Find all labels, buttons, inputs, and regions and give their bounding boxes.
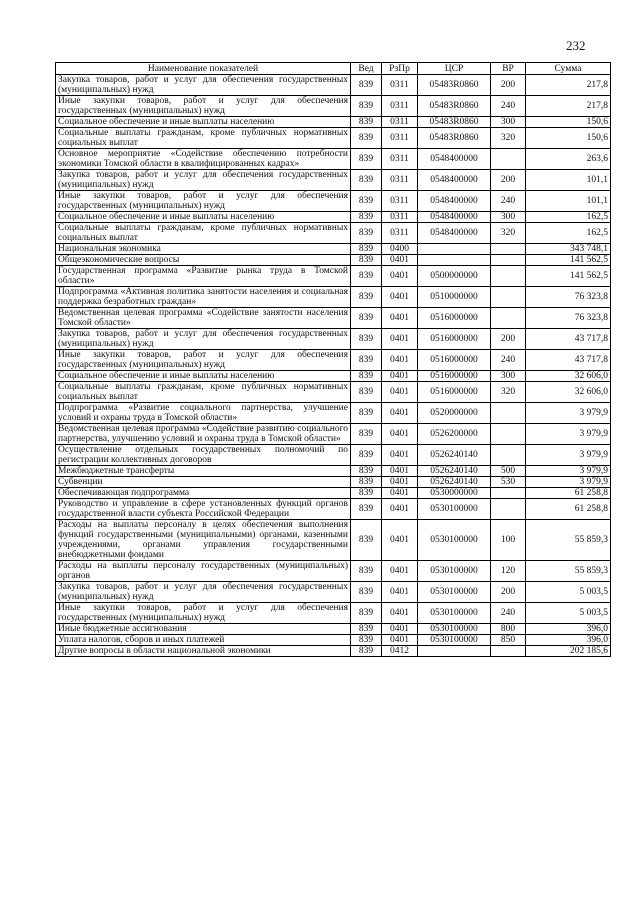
vr-code: 800: [491, 624, 526, 635]
csr-code: 05483R0860: [418, 75, 491, 96]
amount: 343 748,1: [526, 244, 611, 255]
table-row: [56, 117, 611, 128]
csr-code: 0526240140: [418, 466, 491, 477]
vr-code: [491, 445, 526, 466]
csr-code: 0548400000: [418, 170, 491, 191]
rzpr-code: 0401: [382, 499, 418, 520]
csr-code: 0500000000: [418, 266, 491, 287]
table-row: [56, 223, 611, 244]
indicator-name: Закупка товаров, работ и услуг для обеспечения государственных (муниципальных) нужд: [56, 329, 351, 350]
table-row: [56, 308, 611, 329]
vr-code: [491, 244, 526, 255]
rzpr-code: 0401: [382, 624, 418, 635]
ved-code: 839: [351, 466, 382, 477]
rzpr-code: 0401: [382, 424, 418, 445]
csr-code: 0526240140: [418, 445, 491, 466]
vr-code: 240: [491, 191, 526, 212]
ved-code: 839: [351, 117, 382, 128]
amount: 162,5: [526, 223, 611, 244]
ved-code: 839: [351, 445, 382, 466]
vr-code: [491, 149, 526, 170]
ved-code: 839: [351, 287, 382, 308]
amount: 3 979,9: [526, 466, 611, 477]
amount: 202 185,6: [526, 646, 611, 657]
indicator-name: Закупка товаров, работ и услуг для обеспечения государственных (муниципальных) нужд: [56, 582, 351, 603]
amount: 101,1: [526, 170, 611, 191]
indicator-name: Национальная экономика: [56, 244, 351, 255]
indicator-name: Межбюджетные трансферты: [56, 466, 351, 477]
amount: 76 323,8: [526, 287, 611, 308]
indicator-name: Подпрограмма «Активная политика занятости населения и социальная поддержка безработных граждан»: [56, 287, 351, 308]
indicator-name: Социальное обеспечение и иные выплаты населению: [56, 212, 351, 223]
column-header-csr: ЦСР: [418, 63, 491, 75]
rzpr-code: 0311: [382, 212, 418, 223]
vr-code: [491, 308, 526, 329]
indicator-name: Субвенции: [56, 477, 351, 488]
table-row: [56, 488, 611, 499]
table-header-row: [56, 63, 611, 75]
vr-code: 240: [491, 603, 526, 624]
csr-code: 05483R0860: [418, 117, 491, 128]
ved-code: 839: [351, 371, 382, 382]
column-header-ved: Вед: [351, 63, 382, 75]
indicator-name: Иные закупки товаров, работ и услуг для обеспечения государственных (муниципальных) нужд: [56, 350, 351, 371]
vr-code: 300: [491, 212, 526, 223]
rzpr-code: 0401: [382, 350, 418, 371]
rzpr-code: 0311: [382, 149, 418, 170]
ved-code: 839: [351, 75, 382, 96]
rzpr-code: 0400: [382, 244, 418, 255]
table-row: [56, 466, 611, 477]
ved-code: 839: [351, 477, 382, 488]
csr-code: 0516000000: [418, 329, 491, 350]
rzpr-code: 0311: [382, 75, 418, 96]
vr-code: [491, 287, 526, 308]
amount: 3 979,9: [526, 403, 611, 424]
ved-code: 839: [351, 382, 382, 403]
csr-code: [418, 244, 491, 255]
rzpr-code: 0311: [382, 170, 418, 191]
table-row: [56, 635, 611, 646]
vr-code: 300: [491, 371, 526, 382]
amount: 217,8: [526, 75, 611, 96]
csr-code: 0530100000: [418, 499, 491, 520]
vr-code: 200: [491, 329, 526, 350]
rzpr-code: 0401: [382, 477, 418, 488]
amount: 141 562,5: [526, 255, 611, 266]
csr-code: 0548400000: [418, 191, 491, 212]
table-row: [56, 624, 611, 635]
rzpr-code: 0401: [382, 582, 418, 603]
ved-code: 839: [351, 635, 382, 646]
table-row: [56, 212, 611, 223]
table-row: [56, 96, 611, 117]
table-row: [56, 382, 611, 403]
rzpr-code: 0401: [382, 466, 418, 477]
indicator-name: Осуществление отдельных государственных полномочий по регистрации коллективных договоров: [56, 445, 351, 466]
table-row: [56, 255, 611, 266]
table-row: [56, 75, 611, 96]
indicator-name: Подпрограмма «Развитие социального партнерства, улучшение условий и охраны труда в Томской области»: [56, 403, 351, 424]
column-header-rzpr: РзПр: [382, 63, 418, 75]
ved-code: 839: [351, 424, 382, 445]
column-header-name: Наименование показателей: [56, 63, 351, 75]
rzpr-code: 0401: [382, 520, 418, 561]
csr-code: 0548400000: [418, 212, 491, 223]
table-row: [56, 477, 611, 488]
indicator-name: Социальные выплаты гражданам, кроме публичных нормативных социальных выплат: [56, 128, 351, 149]
amount: 150,6: [526, 128, 611, 149]
amount: 55 859,3: [526, 561, 611, 582]
column-header-sum: Сумма: [526, 63, 611, 75]
ved-code: 839: [351, 488, 382, 499]
indicator-name: Социальное обеспечение и иные выплаты населению: [56, 371, 351, 382]
rzpr-code: 0401: [382, 488, 418, 499]
indicator-name: Расходы на выплаты персоналу государственных (муниципальных) органов: [56, 561, 351, 582]
amount: 396,0: [526, 635, 611, 646]
vr-code: 320: [491, 382, 526, 403]
table-row: [56, 424, 611, 445]
indicator-name: Социальные выплаты гражданам, кроме публичных нормативных социальных выплат: [56, 223, 351, 244]
table-row: [56, 646, 611, 657]
amount: 5 003,5: [526, 603, 611, 624]
budget-table: [55, 62, 611, 657]
vr-code: 240: [491, 350, 526, 371]
ved-code: 839: [351, 646, 382, 657]
table-row: [56, 499, 611, 520]
table-row: [56, 561, 611, 582]
amount: 76 323,8: [526, 308, 611, 329]
indicator-name: Основное мероприятие «Содействие обеспечению потребности экономики Томской области в квалифицированных кадрах»: [56, 149, 351, 170]
ved-code: 839: [351, 350, 382, 371]
csr-code: [418, 255, 491, 266]
table-row: [56, 149, 611, 170]
vr-code: [491, 488, 526, 499]
csr-code: 0530100000: [418, 520, 491, 561]
ved-code: 839: [351, 603, 382, 624]
amount: 162,5: [526, 212, 611, 223]
table-row: [56, 520, 611, 561]
ved-code: 839: [351, 128, 382, 149]
csr-code: 05483R0860: [418, 96, 491, 117]
ved-code: 839: [351, 191, 382, 212]
vr-code: 200: [491, 582, 526, 603]
table-row: [56, 350, 611, 371]
vr-code: [491, 266, 526, 287]
rzpr-code: 0401: [382, 403, 418, 424]
indicator-name: Иные закупки товаров, работ и услуг для обеспечения государственных (муниципальных) нужд: [56, 96, 351, 117]
table-row: [56, 128, 611, 149]
vr-code: 300: [491, 117, 526, 128]
amount: 43 717,8: [526, 350, 611, 371]
amount: 217,8: [526, 96, 611, 117]
table-row: [56, 287, 611, 308]
rzpr-code: 0401: [382, 445, 418, 466]
table-row: [56, 371, 611, 382]
rzpr-code: 0401: [382, 382, 418, 403]
vr-code: 200: [491, 170, 526, 191]
csr-code: 0548400000: [418, 149, 491, 170]
indicator-name: Иные закупки товаров, работ и услуг для обеспечения государственных (муниципальных) нужд: [56, 191, 351, 212]
rzpr-code: 0311: [382, 117, 418, 128]
vr-code: 120: [491, 561, 526, 582]
table-row: [56, 445, 611, 466]
vr-code: [491, 403, 526, 424]
ved-code: 839: [351, 223, 382, 244]
csr-code: 0530100000: [418, 603, 491, 624]
vr-code: 500: [491, 466, 526, 477]
vr-code: 320: [491, 223, 526, 244]
vr-code: 240: [491, 96, 526, 117]
indicator-name: Руководство и управление в сфере установленных функций органов государственной власти субъекта Российской Федерации: [56, 499, 351, 520]
csr-code: 05483R0860: [418, 128, 491, 149]
indicator-name: Уплата налогов, сборов и иных платежей: [56, 635, 351, 646]
csr-code: 0548400000: [418, 223, 491, 244]
rzpr-code: 0401: [382, 255, 418, 266]
vr-code: 850: [491, 635, 526, 646]
vr-code: 200: [491, 75, 526, 96]
csr-code: 0510000000: [418, 287, 491, 308]
ved-code: 839: [351, 212, 382, 223]
table-row: [56, 403, 611, 424]
table-row: [56, 191, 611, 212]
vr-code: [491, 424, 526, 445]
column-header-vr: ВР: [491, 63, 526, 75]
ved-code: 839: [351, 149, 382, 170]
page-number: 232: [566, 38, 586, 53]
amount: 141 562,5: [526, 266, 611, 287]
table-row: [56, 244, 611, 255]
amount: 32 606,0: [526, 382, 611, 403]
ved-code: 839: [351, 170, 382, 191]
ved-code: 839: [351, 499, 382, 520]
rzpr-code: 0401: [382, 635, 418, 646]
csr-code: 0530100000: [418, 561, 491, 582]
csr-code: 0526240140: [418, 477, 491, 488]
amount: 55 859,3: [526, 520, 611, 561]
ved-code: 839: [351, 308, 382, 329]
indicator-name: Закупка товаров, работ и услуг для обеспечения государственных (муниципальных) нужд: [56, 75, 351, 96]
amount: 3 979,9: [526, 445, 611, 466]
vr-code: 530: [491, 477, 526, 488]
ved-code: 839: [351, 329, 382, 350]
rzpr-code: 0311: [382, 96, 418, 117]
table-row: [56, 329, 611, 350]
amount: 61 258,8: [526, 488, 611, 499]
amount: 3 979,9: [526, 424, 611, 445]
table-row: [56, 266, 611, 287]
rzpr-code: 0401: [382, 266, 418, 287]
rzpr-code: 0401: [382, 561, 418, 582]
csr-code: 0530000000: [418, 488, 491, 499]
ved-code: 839: [351, 403, 382, 424]
table-row: [56, 603, 611, 624]
csr-code: 0516000000: [418, 308, 491, 329]
indicator-name: Иные закупки товаров, работ и услуг для обеспечения государственных (муниципальных) нужд: [56, 603, 351, 624]
rzpr-code: 0401: [382, 308, 418, 329]
indicator-name: Иные бюджетные ассигнования: [56, 624, 351, 635]
amount: 61 258,8: [526, 499, 611, 520]
csr-code: 0526200000: [418, 424, 491, 445]
csr-code: 0516000000: [418, 350, 491, 371]
indicator-name: Государственная программа «Развитие рынка труда в Томской области»: [56, 266, 351, 287]
vr-code: 320: [491, 128, 526, 149]
rzpr-code: 0401: [382, 287, 418, 308]
csr-code: 0520000000: [418, 403, 491, 424]
table-row: [56, 582, 611, 603]
amount: 5 003,5: [526, 582, 611, 603]
amount: 32 606,0: [526, 371, 611, 382]
vr-code: [491, 499, 526, 520]
indicator-name: Общеэкономические вопросы: [56, 255, 351, 266]
table-row: [56, 170, 611, 191]
rzpr-code: 0401: [382, 371, 418, 382]
amount: 396,0: [526, 624, 611, 635]
indicator-name: Закупка товаров, работ и услуг для обеспечения государственных (муниципальных) нужд: [56, 170, 351, 191]
ved-code: 839: [351, 582, 382, 603]
ved-code: 839: [351, 520, 382, 561]
vr-code: [491, 646, 526, 657]
ved-code: 839: [351, 96, 382, 117]
rzpr-code: 0401: [382, 603, 418, 624]
amount: 3 979,9: [526, 477, 611, 488]
indicator-name: Обеспечивающая подпрограмма: [56, 488, 351, 499]
csr-code: 0530100000: [418, 635, 491, 646]
indicator-name: Социальное обеспечение и иные выплаты населению: [56, 117, 351, 128]
ved-code: 839: [351, 255, 382, 266]
indicator-name: Расходы на выплаты персоналу в целях обеспечения выполнения функций государственными (муниципальными) органами, казенными учреждениями, органами управления государственными внебюджетными фондами: [56, 520, 351, 561]
rzpr-code: 0401: [382, 329, 418, 350]
vr-code: [491, 255, 526, 266]
csr-code: [418, 646, 491, 657]
rzpr-code: 0412: [382, 646, 418, 657]
amount: 43 717,8: [526, 329, 611, 350]
ved-code: 839: [351, 561, 382, 582]
amount: 263,6: [526, 149, 611, 170]
indicator-name: Ведомственная целевая программа «Содействие развитию социального партнерства, улучшению условий и охраны труда в Томской области»: [56, 424, 351, 445]
ved-code: 839: [351, 624, 382, 635]
ved-code: 839: [351, 244, 382, 255]
rzpr-code: 0311: [382, 191, 418, 212]
csr-code: 0516000000: [418, 382, 491, 403]
csr-code: 0530100000: [418, 624, 491, 635]
vr-code: 100: [491, 520, 526, 561]
indicator-name: Другие вопросы в области национальной экономики: [56, 646, 351, 657]
csr-code: 0530100000: [418, 582, 491, 603]
indicator-name: Ведомственная целевая программа «Содействие занятости населения Томской области»: [56, 308, 351, 329]
rzpr-code: 0311: [382, 223, 418, 244]
csr-code: 0516000000: [418, 371, 491, 382]
amount: 101,1: [526, 191, 611, 212]
rzpr-code: 0311: [382, 128, 418, 149]
ved-code: 839: [351, 266, 382, 287]
indicator-name: Социальные выплаты гражданам, кроме публичных нормативных социальных выплат: [56, 382, 351, 403]
amount: 150,6: [526, 117, 611, 128]
